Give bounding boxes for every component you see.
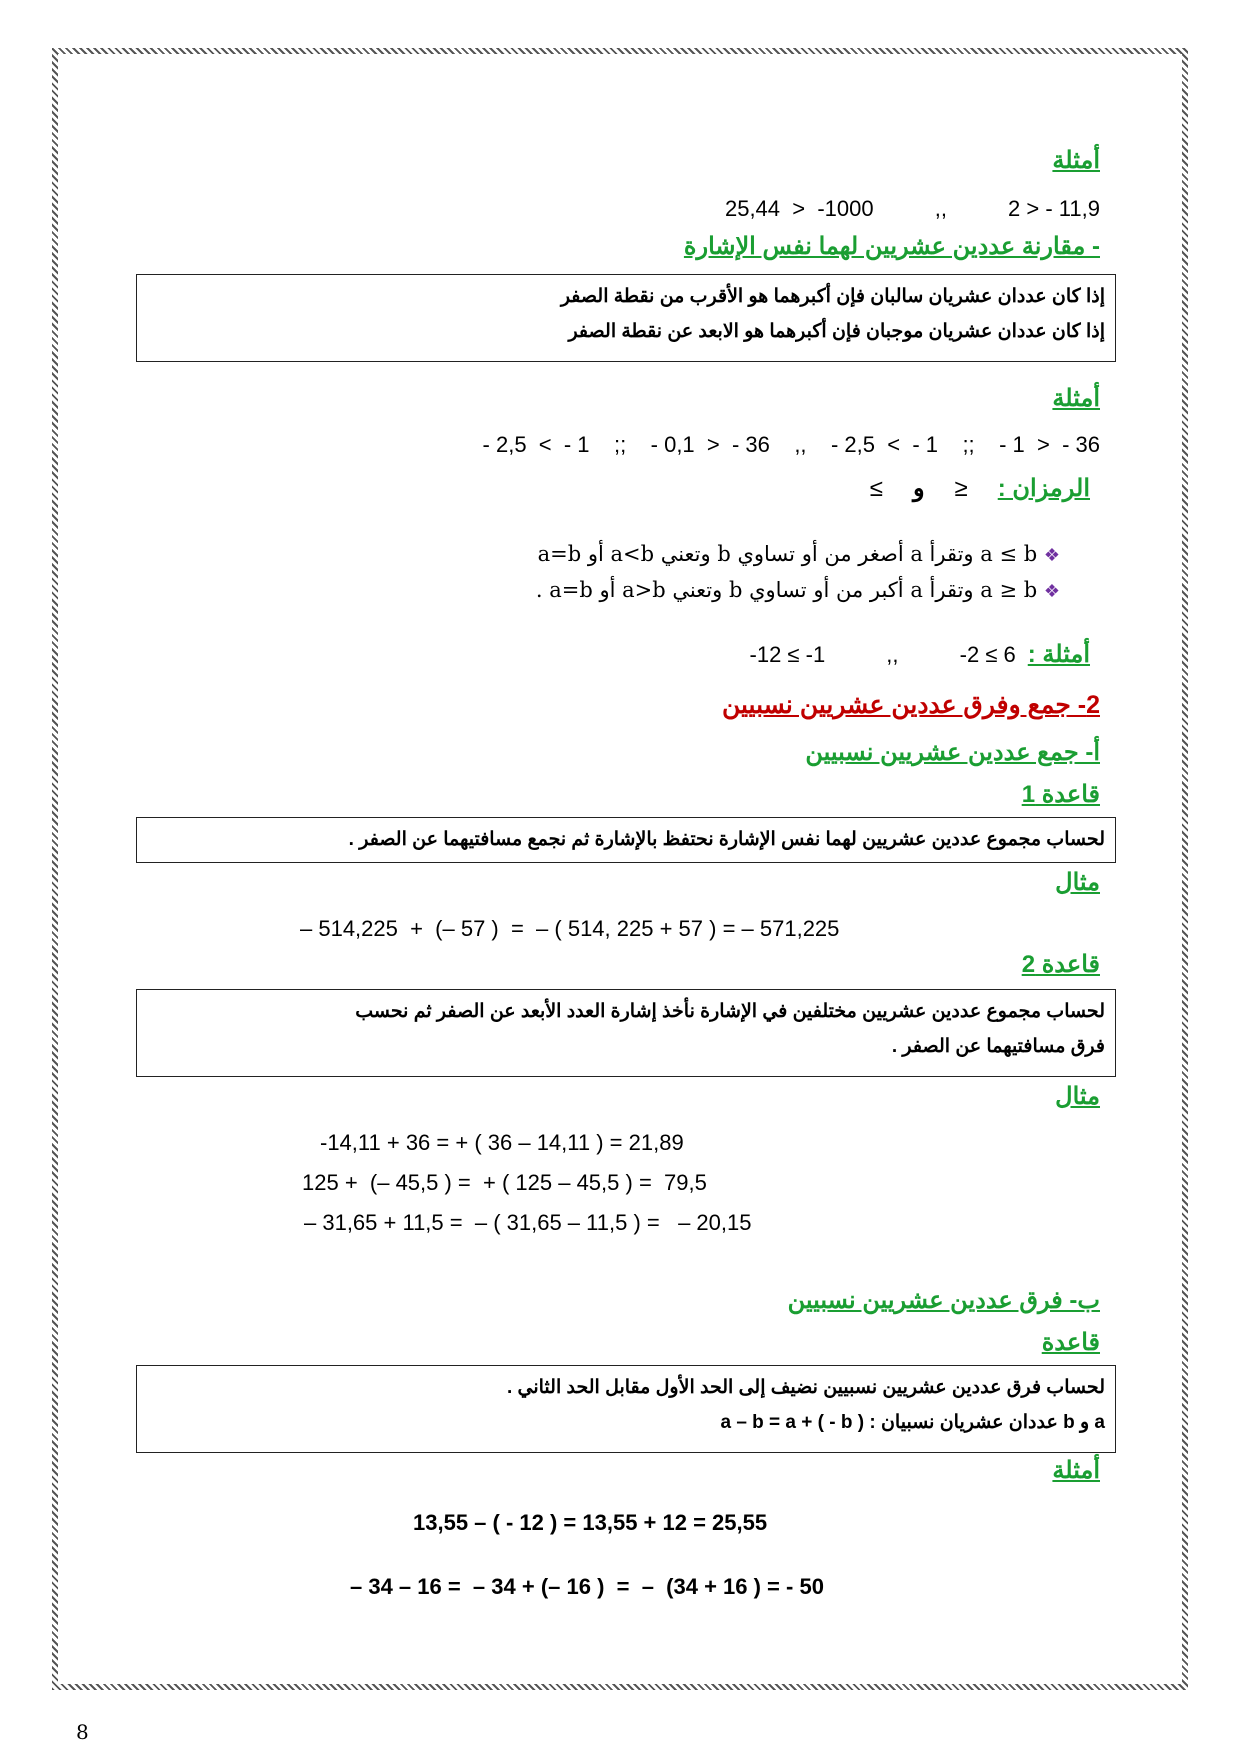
symbol-item-1-text: a ≤ b وتقرأ a أصغر من أو تساوي b وتعني a<b أو a=b — [537, 542, 1038, 566]
comparison-rule-box — [136, 274, 1116, 362]
rule-2-line-2: فرق مسافتيهما عن الصفر . — [891, 1036, 1105, 1057]
symbol-item-2-text: a ≥ b وتقرأ a أكبر من أو تساوي b وتعني a>b أو a=b . — [535, 578, 1038, 602]
symbol-le: ≤ — [954, 475, 968, 502]
example-2-line-1: -14,11 + 36 = + ( 36 – 14,11 ) = 21,89 — [320, 1130, 684, 1155]
examples-heading-3: أمثلة : — [1027, 641, 1090, 668]
difference-rule-line-2: a و b عددان عشريان نسبيان : a – b = a + ( - b ) — [720, 1412, 1105, 1433]
bullet-icon: ❖ — [1043, 545, 1060, 566]
difference-rule-line-1: لحساب فرق عددين عشريين نسبيين نضيف إلى الحد الأول مقابل الحد الثاني . — [506, 1377, 1105, 1398]
example-1-heading: مثال — [1055, 869, 1100, 896]
rule-2-box — [136, 989, 1116, 1077]
comparison-rule-line-1: إذا كان عددان عشريان سالبان فإن أكبرهما هو الأقرب من نقطة الصفر — [560, 286, 1105, 307]
examples-line-3: -12 ≤ -1 ,, -2 ≤ 6 — [749, 642, 1016, 667]
sum-heading: أ- جمع عددين عشريين نسبيين — [805, 739, 1100, 766]
rule-1-box — [136, 817, 1116, 863]
example-2-line-2: 125 + (– 45,5 ) = + ( 125 – 45,5 ) = 79,5 — [302, 1170, 707, 1195]
rule-1-heading: قاعدة 1 — [1021, 781, 1100, 808]
symbols-row — [870, 474, 1090, 503]
symbol-item-1 — [538, 542, 1060, 566]
difference-rule-heading: قاعدة — [1041, 1329, 1100, 1356]
examples-line-1: 25,44 > -1000 ,, 2 > - 11,9 — [724, 196, 1100, 221]
examples-heading-2: أمثلة — [1052, 385, 1100, 412]
examples-row-3 — [750, 640, 1090, 669]
example-2-heading: مثال — [1055, 1083, 1100, 1110]
difference-example-2: – 34 – 16 = – 34 + (– 16 ) = – (34 + 16 ) = - 50 — [350, 1574, 824, 1599]
symbols-connector: و — [912, 475, 925, 502]
comparison-rule-line-2: إذا كان عددان عشريان موجبان فإن أكبرهما هو الابعد عن نقطة الصفر — [568, 321, 1105, 342]
symbol-item-2 — [536, 578, 1060, 602]
comparison-heading: - مقارنة عددين عشريين لهما نفس الإشارة — [683, 233, 1100, 260]
symbol-ge: ≥ — [869, 475, 883, 502]
rule-1-text: لحساب مجموع عددين عشريين لهما نفس الإشارة نحتفظ بالإشارة ثم نجمع مسافتيهما عن الصفر . — [348, 829, 1105, 850]
example-2-line-3: – 31,65 + 11,5 = – ( 31,65 – 11,5 ) = – 20,15 — [304, 1210, 752, 1235]
rule-2-heading: قاعدة 2 — [1021, 951, 1100, 978]
difference-example-1: 13,55 – ( - 12 ) = 13,55 + 12 = 25,55 — [413, 1510, 768, 1535]
examples-heading-1: أمثلة — [1052, 147, 1100, 174]
difference-heading: ب- فرق عددين عشريين نسبيين — [787, 1287, 1100, 1314]
example-1-line: – 514,225 + (– 57 ) = – ( 514, 225 + 57 ) = – 571,225 — [300, 916, 840, 941]
section-2-heading: 2- جمع وفرق عددين عشريين نسبيين — [721, 691, 1100, 719]
difference-examples-heading: أمثلة — [1052, 1457, 1100, 1484]
bullet-icon: ❖ — [1043, 581, 1060, 602]
page-number: 8 — [76, 1720, 89, 1744]
examples-line-2: - 2,5 < - 1 ;; - 0,1 > - 36 ,, - 2,5 < - 1 ;; - 1 > - 36 — [482, 432, 1100, 457]
symbols-label: الرمزان : — [997, 475, 1090, 502]
rule-2-line-1: لحساب مجموع عددين عشريين مختلفين في الإشارة نأخذ إشارة العدد الأبعد عن الصفر ثم نحسب — [355, 1001, 1105, 1022]
difference-rule-box — [136, 1365, 1116, 1453]
